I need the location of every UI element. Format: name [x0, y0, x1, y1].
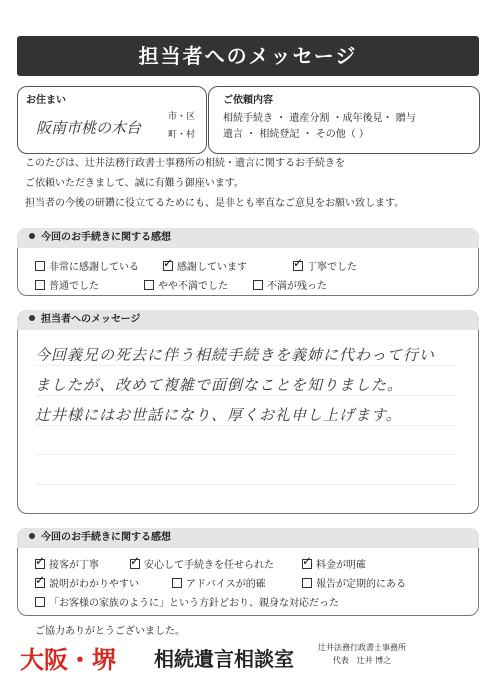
checkbox-family-policy[interactable]: 「お客様の家族のように」という方針どおり、親身な対応だった — [35, 594, 339, 609]
request-line-2: 遺言 ・ 相続登記 ・ その他（ ） — [223, 129, 369, 140]
message-line-1: 今回義兄の死去に伴う相続手続きを義姉に代わって行い — [35, 344, 455, 366]
impression-heading-2: 今回のお手続きに関する感想 — [17, 528, 479, 548]
checkbox-clear-explanation[interactable]: ✓説明がわかりやすい — [35, 575, 139, 590]
message-line-3: 辻井様にはお世話になり、厚くお礼申し上げます。 — [35, 404, 455, 426]
checkbox-slightly-unsatisfied[interactable]: やや不満でした — [144, 277, 228, 292]
brand-name-osaka-sakai: 大阪・堺 — [20, 646, 116, 674]
office-representative: 代表 辻井 博之 — [332, 656, 392, 665]
thanks-text: ご協力ありがとうございました。 — [35, 626, 185, 637]
intro-line-3: 担当者の今後の研鑽に役立てるためにも、是非とも率直なご意見をお願い致します。 — [25, 198, 405, 209]
message-line-2: ましたが、改めて複雑で面倒なことを知りました。 — [35, 374, 455, 396]
checkbox-courteous[interactable]: ✓接客が丁寧 — [35, 556, 99, 571]
address-box — [17, 86, 207, 154]
request-label: ご依頼内容 — [223, 95, 273, 106]
page-title: 担当者へのメッセージ — [17, 36, 479, 76]
office-info — [318, 641, 406, 667]
impression-heading-1: 今回のお手続きに関する感想 — [17, 228, 479, 248]
checkbox-unsatisfied[interactable]: 不満が残った — [253, 277, 327, 292]
request-box — [208, 86, 480, 154]
checkbox-normal[interactable]: 普通でした — [35, 277, 99, 292]
checkbox-regular-reports[interactable]: 報告が定期的にある — [302, 575, 406, 590]
intro-line-2: ご依頼いただきまして、誠に有難う御座います。 — [25, 178, 244, 189]
checkbox-very-grateful[interactable]: 非常に感謝している — [35, 258, 139, 273]
brand-name-consult-office: 相続遺言相談室 — [154, 647, 294, 671]
address-suffix-city: 市・区 — [168, 112, 196, 122]
checkbox-reassured[interactable]: ✓ 安心して手続きを任せられた — [130, 556, 274, 571]
request-line-1: 相続手続き ・ 遺産分割 ・成年後見・ 贈与 — [223, 113, 416, 124]
intro-line-1: このたびは、辻井法務行政書士事務所の相続・遺言に関するお手続きを — [25, 158, 345, 169]
checkbox-accurate-advice[interactable]: アドバイスが的確 — [172, 575, 266, 590]
checkbox-polite[interactable]: ✓ 丁寧でした — [293, 258, 357, 273]
message-blank-line — [35, 484, 455, 485]
address-suffix-town: 町・村 — [168, 130, 196, 140]
address-label: お住まい — [26, 95, 66, 106]
message-heading: 担当者へのメッセージ — [17, 310, 479, 330]
office-name: 辻井法務行政書士事務所 — [318, 643, 406, 652]
address-value: 阪南市桃の木台 — [36, 119, 142, 137]
message-blank-line — [35, 454, 455, 455]
checkbox-grateful[interactable]: ✓ 感謝しています — [163, 258, 247, 273]
checkbox-clear-fees[interactable]: ✓ 料金が明確 — [302, 556, 366, 571]
